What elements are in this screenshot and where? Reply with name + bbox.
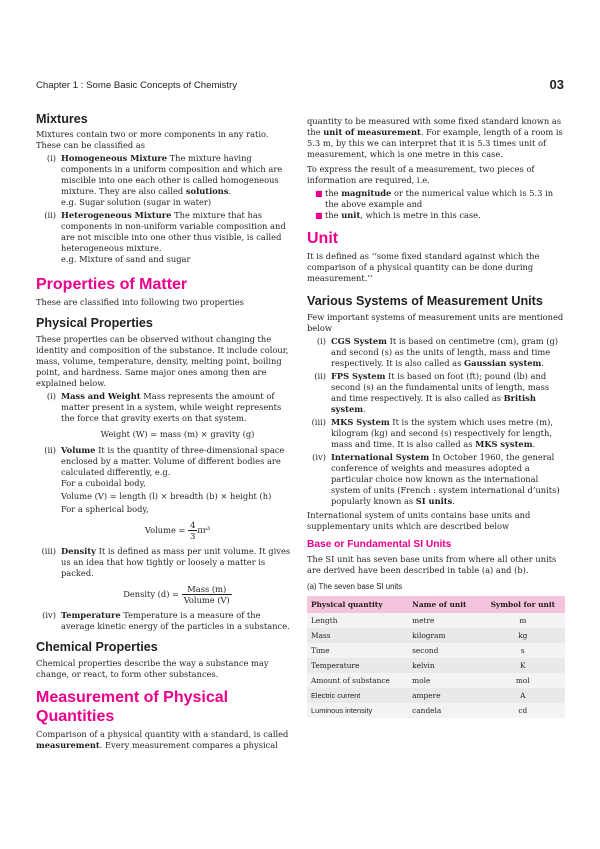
table-row: Mass kilogram kg <box>307 628 565 643</box>
item-term: Heterogeneous Mixture <box>61 210 172 220</box>
measurement-continued: quantity to be measured with some fixed standard known as the unit of measurement. For example, length of a room is 5.3 m, by this we can interpret that it is 5.3 times unit of measurement, which is one metre in this case. <box>307 116 563 159</box>
list-item: (iv) International System In October 1960, the general conference of weights and measures adopted a particular choice now known as the international system of units (French : system international d’units) popularly known as SI units. <box>312 452 560 506</box>
list-item: (ii) FPS System It is based on foot (ft); pound (lb) and second (s) an the fundamental units of length, mass and time respectively. It is also called as British system. <box>314 371 550 414</box>
list-item: (i) Mass and Weight Mass represents the amount of matter present in a system, while weight represents the force that gravity exerts on that system. Weight (W) = mass (m) × gravity (g) <box>36 391 294 445</box>
chemical-properties-heading: Chemical Properties <box>36 640 158 654</box>
list-item: ■ the unit, which is metre in this case. <box>315 210 481 220</box>
chemical-text: Chemical properties describe the way a substance may change, or react, to form other substances. <box>36 658 269 679</box>
table-row: Amount of substance mole mol <box>307 673 565 688</box>
bullet-icon: ■ <box>315 189 323 198</box>
item-term: Density <box>61 546 96 556</box>
list-item: (iii) MKS System It is the system which uses metre (m), kilogram (kg) and second (s) respectively for length, mass and time. It is also called as MKS system. <box>311 417 554 449</box>
physical-properties-heading: Physical Properties <box>36 316 153 330</box>
cuboid-formula: Volume (V) = length (l) × breadth (b) × height (h) <box>61 491 272 501</box>
list-item: (i) CGS System It is based on centimetre (cm), gram (g) and second (s) as the units of length, mass and time respectively. It is also called as Gaussian system. <box>316 336 559 368</box>
list-item: (ii) Volume It is the quantity of three-dimensional space enclosed by a matter. Volume of different bodies are calculated differently, e.g. For a cuboidal body, Volume (V) = length (l) × breadth (b) × height (h) For a spherical body, Volume = $\frac{4}{3}$ πr³ <box>36 445 294 546</box>
systems-intro: Few important systems of measurement units are mentioned below <box>307 312 564 333</box>
systems-heading: Various Systems of Measurement Units <box>307 294 543 308</box>
table-row: Time second s <box>307 643 565 658</box>
column-header: Symbol for unit <box>481 596 565 613</box>
properties-heading: Properties of Matter <box>36 276 188 293</box>
item-term: Homogeneous Mixture <box>61 153 167 163</box>
base-units-text: The SI unit has seven base units from where all other units are derived have been described in table (a) and (b). <box>307 554 557 575</box>
column-header: Name of unit <box>408 596 481 613</box>
item-text: Homogeneous Mixture The mixture having components in a uniform composition and which are miscible into one each other is called homogeneous mixture. They are also called solutions. <box>61 153 283 196</box>
list-item <box>36 210 294 265</box>
mixtures-intro: Mixtures contain two or more components in any ratio. These can be classified as <box>36 129 269 150</box>
table-header-row <box>307 596 565 613</box>
item-text: Mass and Weight Mass represents the amount of matter present in a system, while weight represents the force that gravity exerts on that system. <box>61 391 282 423</box>
item-text: Volume It is the quantity of three-dimensional space enclosed by a matter. Volume of different bodies are calculated differently, e.g. <box>61 445 285 477</box>
item-term: Mass and Weight <box>61 391 141 401</box>
item-term: International System <box>331 452 430 462</box>
item-text: Density It is defined as mass per unit volume. It gives us an idea that how tightly or loosely a matter is packed. <box>61 546 291 578</box>
table-caption: (a) The seven base SI units <box>307 582 403 591</box>
unit-heading: Unit <box>307 230 339 247</box>
intl-text: International system of units contains base units and supplementary units which are described below <box>307 510 531 531</box>
item-term: MKS System <box>331 417 390 427</box>
item-term: Volume <box>61 445 96 455</box>
physical-intro: These properties can be observed without changing the identity and composition of the substance. It include colour, mass, volume, temperature, density, melting point, boiling point, and hardness. Same major ones among then are explained below. <box>36 334 289 388</box>
list-item <box>36 153 294 208</box>
express-text: To express the result of a measurement, two pieces of information are required, i.e. <box>307 164 535 185</box>
si-units-table <box>307 596 565 718</box>
column-header: Physical quantity <box>307 596 408 613</box>
list-item: (iii) Density It is defined as mass per unit volume. It gives us an idea that how tightly or loosely a matter is packed. Density (d) = Mass (m) Volume (V) <box>36 546 294 610</box>
weight-formula: Weight (W) = mass (m) × gravity (g) <box>100 429 255 439</box>
base-units-heading: Base or Fundamental SI Units <box>307 539 452 550</box>
item-term: Temperature <box>61 610 121 620</box>
left-column <box>36 112 294 751</box>
unit-text: It is defined as ‘‘some fixed standard against which the comparison of a physical quantity can be done during measurement.’’ <box>307 251 540 283</box>
table-row: Electric current ampere A <box>307 688 565 703</box>
item-term: FPS System <box>331 371 386 381</box>
table-row: Luminous intensity candela cd <box>307 703 565 718</box>
page-number: 03 <box>549 77 564 92</box>
density-formula: Density (d) = Mass (m) Volume (V) <box>123 584 230 605</box>
right-column <box>307 116 565 718</box>
cuboid-label: For a cuboidal body, <box>61 478 146 488</box>
measurement-text: Comparison of a physical quantity with a standard, is called measurement. Every measurement compares a physical <box>36 729 289 750</box>
item-term: CGS System <box>331 336 387 346</box>
item-number: (i) <box>46 153 56 163</box>
example-text: e.g. Sugar solution (sugar in water) <box>61 197 212 207</box>
list-item: (iv) Temperature Temperature is a measure of the average kinetic energy of the particles in a substance. <box>36 610 294 632</box>
item-text: Heterogeneous Mixture The mixture that has components in non-uniform variable composition and are not miscible into one other thus visible, is called heterogeneous mixture. <box>61 210 286 253</box>
chapter-title: Chapter 1 : Some Basic Concepts of Chemistry <box>36 80 238 91</box>
properties-intro: These are classified into following two properties <box>36 297 244 307</box>
item-number: (ii) <box>44 210 56 220</box>
table-row: Length metre m <box>307 613 565 628</box>
measurement-heading: Measurement of Physical Quantities <box>36 689 229 725</box>
bullet-icon: ■ <box>315 211 323 220</box>
list-item: ■ the magnitude or the numerical value which is 5.3 in the above example and <box>315 188 554 209</box>
example-text: e.g. Mixture of sand and sugar <box>61 254 191 264</box>
sphere-formula: Volume = $\frac{4}{3}$ πr³ <box>144 520 211 541</box>
mixtures-heading: Mixtures <box>36 112 88 126</box>
running-head <box>36 77 564 95</box>
sphere-label: For a spherical body, <box>61 504 149 514</box>
item-text: Temperature Temperature is a measure of the average kinetic energy of the particles in a substance. <box>61 610 290 631</box>
table-row: Temperature kelvin K <box>307 658 565 673</box>
